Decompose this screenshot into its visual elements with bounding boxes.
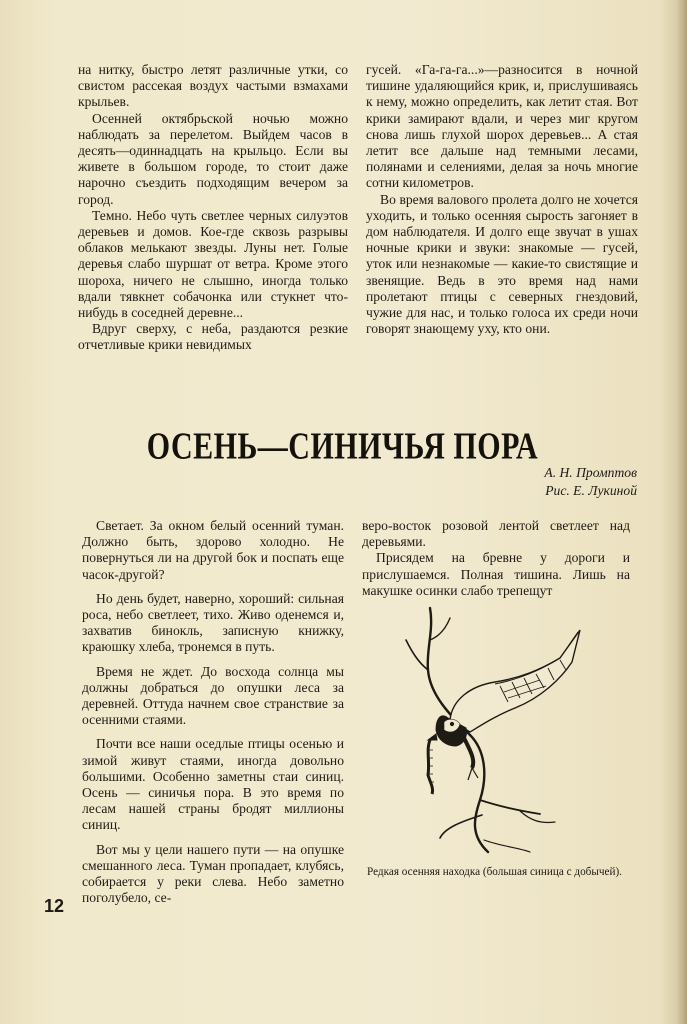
paragraph: Вдруг сверху, с неба, раздаются резкие отчетливые крики невидимых — [78, 321, 348, 353]
paragraph: Почти все наши оседлые птицы осенью и зимой живут стаями, иногда довольно большими. Особенно заметны стаи синиц. Осень — синичья пора. В это время по лесам нашей страны бродят миллионы синиц. — [82, 736, 344, 833]
article-title: ОСЕНЬ—СИНИЧЬЯ ПОРА — [146, 425, 539, 468]
bird — [427, 630, 580, 794]
paragraph: на нитку, быстро летят различные утки, со свистом рассекая воздух частыми взмахами крыльев. — [78, 62, 348, 110]
twig — [480, 800, 540, 814]
page-fold-shadow — [677, 0, 687, 1024]
figure-caption: Редкая осенняя находка (большая синица с добычей). — [367, 866, 622, 878]
top-right-column — [366, 62, 638, 337]
paragraph: Присядем на бревне у дороги и прислушаемся. Полная тишина. Лишь на макушке осинки слабо трепещут — [362, 550, 630, 598]
section-divider — [70, 382, 640, 383]
article-right-column — [362, 518, 630, 599]
twig — [406, 640, 428, 670]
twig — [430, 618, 450, 640]
article-left-column — [82, 518, 344, 906]
twig — [484, 840, 530, 852]
great-tit-illustration-icon — [400, 600, 600, 865]
paragraph: Но день будет, наверно, хороший: сильная роса, небо светлеет, тихо. Живо оденемся и, захватив бинокль, записную книжку, краюшку хлеба, тронемся в путь. — [82, 590, 344, 655]
paragraph: Светает. За окном белый осенний туман. Должно быть, здорово холодно. Не повернуться ли на другой бок и поспать еще часок-другой? — [82, 518, 344, 582]
illustrator-byline: Рис. Е. Лукиной — [545, 483, 637, 498]
paragraph: Во время валового пролета долго не хочется уходить, и только осенняя сырость загоняет в дом наблюдателя. И долго еще звучат в ушах ночные крики и звуки: знакомые — гусей, уток или незнакомые — какие-то свистящие и звенящие. Ведь в это время над нами пролетают птицы с северных гнездовий, чужие для нас, и только голоса их среди ночи говорят знающему уху, кто они. — [366, 191, 638, 337]
page-number: 12 — [44, 896, 65, 916]
paragraph: веро-восток розовой лентой светлеет над деревьями. — [362, 518, 630, 550]
top-left-column — [78, 62, 348, 354]
author-byline: А. Н. Промптов — [544, 465, 637, 480]
paragraph: Темно. Небо чуть светлее черных силуэтов деревьев и домов. Кое-где сквозь разрывы облаков мелькают звезды. Луны нет. Голые деревья слабо шуршат от ветра. Кроме этого шороха, ничего не слышно, иногда только вдали тявкнет собачонка или стукнет что-нибудь в соседней деревне... — [78, 207, 348, 321]
paragraph: Осенней октябрьской ночью можно наблюдать за перелетом. Выйдем часов в десять—одиннадцать на крыльцо. Если вы живете в большом городе, то стоит даже нарочно съездить подходящим вечером за город. — [78, 110, 348, 207]
paragraph: гусей. «Га-га-га...»—разносится в ночной тишине удаляющийся крик, и, прислушиваясь к нему, можно определить, как летит стая. Вот крики замирают вдали, и через миг кругом снова лишь глухой шорох деревьев... А стая летит все дальше над темными лесами, полянами и селениями, делая за ночь многие сотни километров. — [366, 62, 638, 191]
paragraph: Время не ждет. До восхода солнца мы должны добраться до опушки леса за деревней. Оттуда начнем свое странствие за осенними стаями. — [82, 663, 344, 728]
paragraph: Вот мы у цели нашего пути — на опушке смешанного леса. Туман пропадает, клубясь, собирается у реки слева. Небо заметно поголубело, се- — [82, 841, 344, 906]
